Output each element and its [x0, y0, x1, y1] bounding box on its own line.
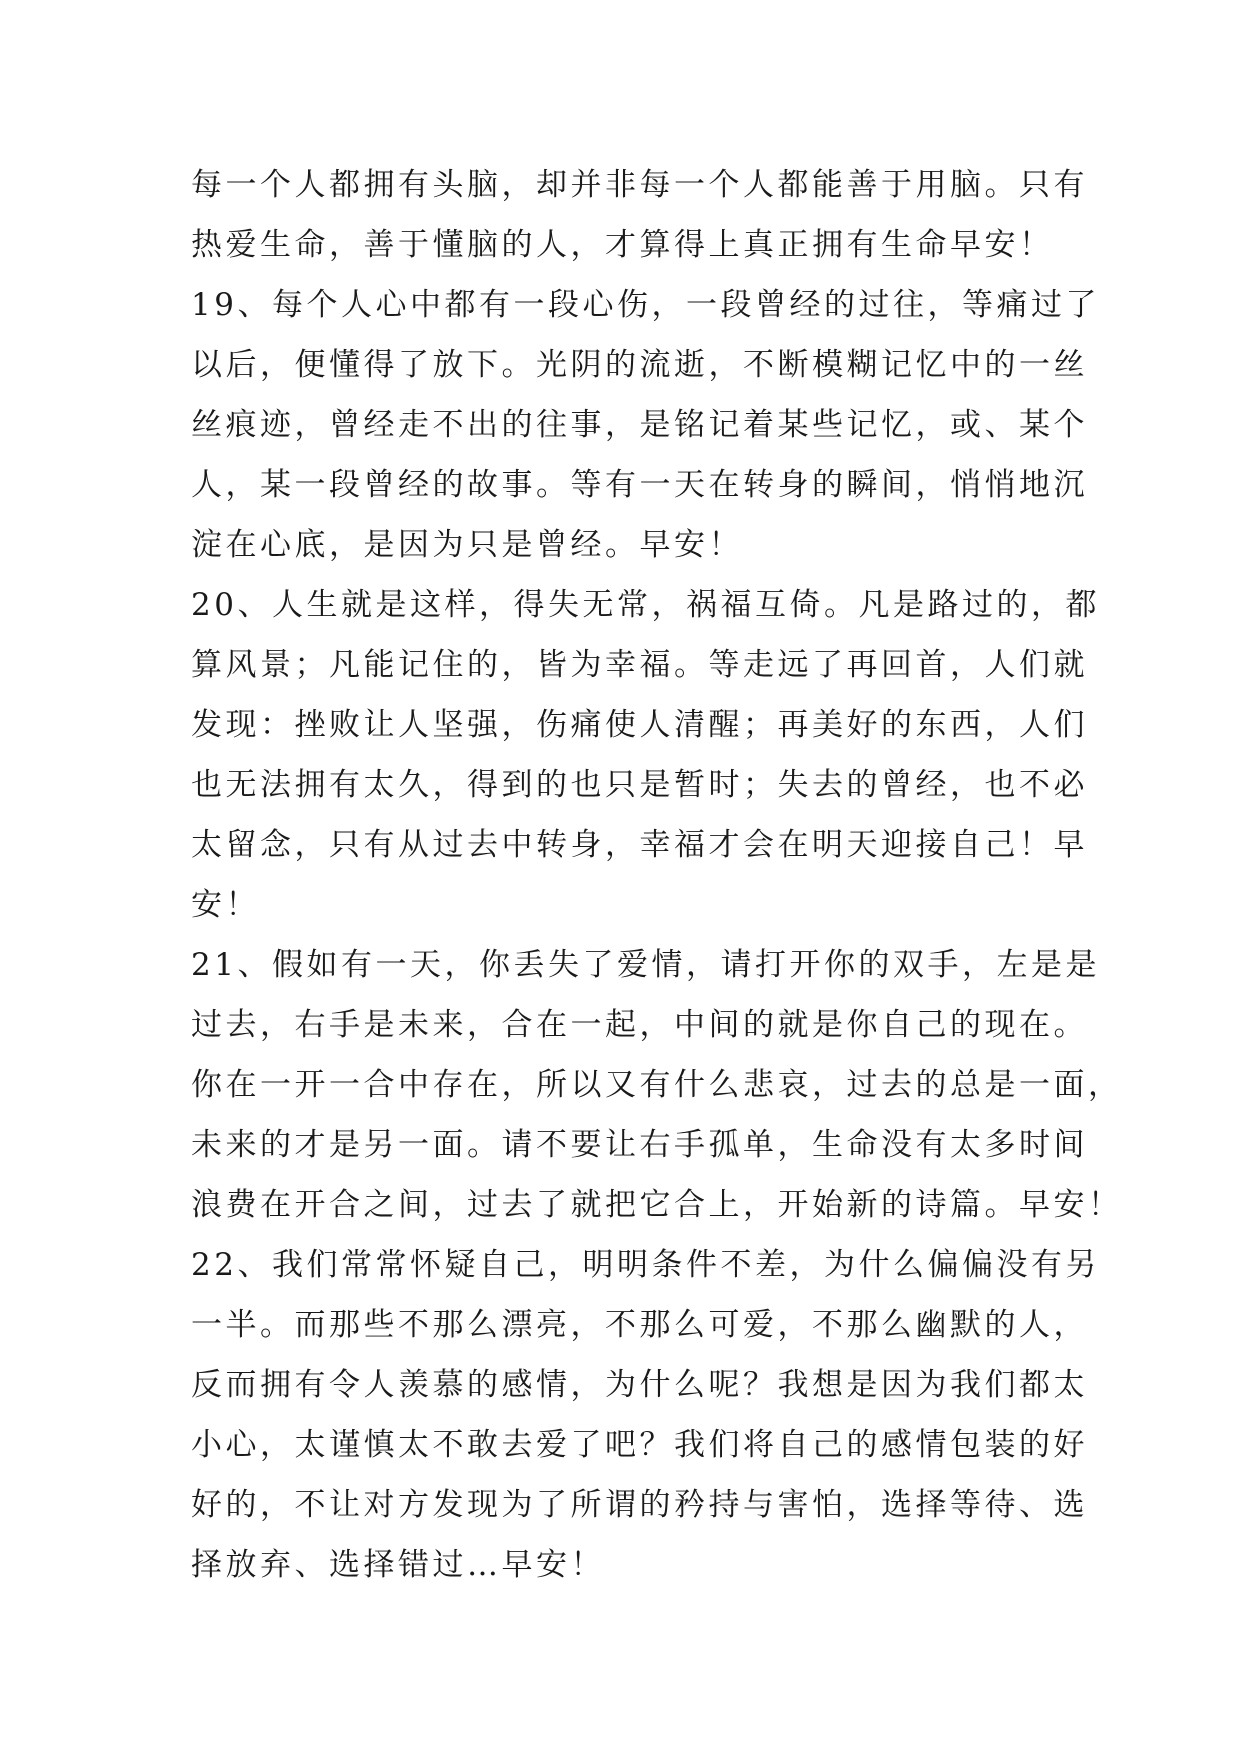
text-line: 21、假如有一天，你丢失了爱情，请打开你的双手，左是是 — [191, 947, 1100, 983]
text-line: 淀在心底，是因为只是曾经。早安！ — [191, 527, 743, 563]
text-line: 一半。而那些不那么漂亮，不那么可爱，不那么幽默的人， — [191, 1307, 1088, 1343]
text-line: 丝痕迹，曾经走不出的往事，是铭记着某些记忆，或、某个 — [191, 407, 1088, 443]
text-line: 22、我们常常怀疑自己，明明条件不差，为什么偏偏没有另 — [191, 1247, 1100, 1283]
text-line: 算风景；凡能记住的，皆为幸福。等走远了再回首，人们就 — [191, 647, 1088, 683]
text-line: 热爱生命，善于懂脑的人，才算得上真正拥有生命早安！ — [191, 227, 1054, 263]
text-line: 人，某一段曾经的故事。等有一天在转身的瞬间，悄悄地沉 — [191, 467, 1088, 503]
text-line: 浪费在开合之间，过去了就把它合上，开始新的诗篇。早安！ — [191, 1187, 1123, 1223]
text-line: 也无法拥有太久，得到的也只是暂时；失去的曾经，也不必 — [191, 767, 1088, 803]
text-line: 20、人生就是这样，得失无常，祸福互倚。凡是路过的，都 — [191, 587, 1100, 623]
text-line: 小心，太谨慎太不敢去爱了吧？我们将自己的感情包装的好 — [191, 1427, 1088, 1463]
text-line: 每一个人都拥有头脑，却并非每一个人都能善于用脑。只有 — [191, 167, 1088, 203]
text-line: 19、每个人心中都有一段心伤，一段曾经的过往，等痛过了 — [191, 287, 1100, 323]
text-line: 发现：挫败让人坚强，伤痛使人清醒；再美好的东西，人们 — [191, 707, 1088, 743]
text-line: 以后，便懂得了放下。光阴的流逝，不断模糊记忆中的一丝 — [191, 347, 1088, 383]
text-line: 过去，右手是未来，合在一起，中间的就是你自己的现在。 — [191, 1007, 1088, 1043]
text-line: 择放弃、选择错过…早安！ — [191, 1547, 605, 1583]
text-line: 好的，不让对方发现为了所谓的矜持与害怕，选择等待、选 — [191, 1487, 1088, 1523]
text-line: 安！ — [191, 887, 260, 923]
text-line: 你在一开一合中存在，所以又有什么悲哀，过去的总是一面， — [191, 1067, 1123, 1103]
text-line: 太留念，只有从过去中转身，幸福才会在明天迎接自己！早 — [191, 827, 1088, 863]
text-line: 反而拥有令人羡慕的感情，为什么呢？我想是因为我们都太 — [191, 1367, 1088, 1403]
text-line: 未来的才是另一面。请不要让右手孤单，生命没有太多时间 — [191, 1127, 1088, 1163]
